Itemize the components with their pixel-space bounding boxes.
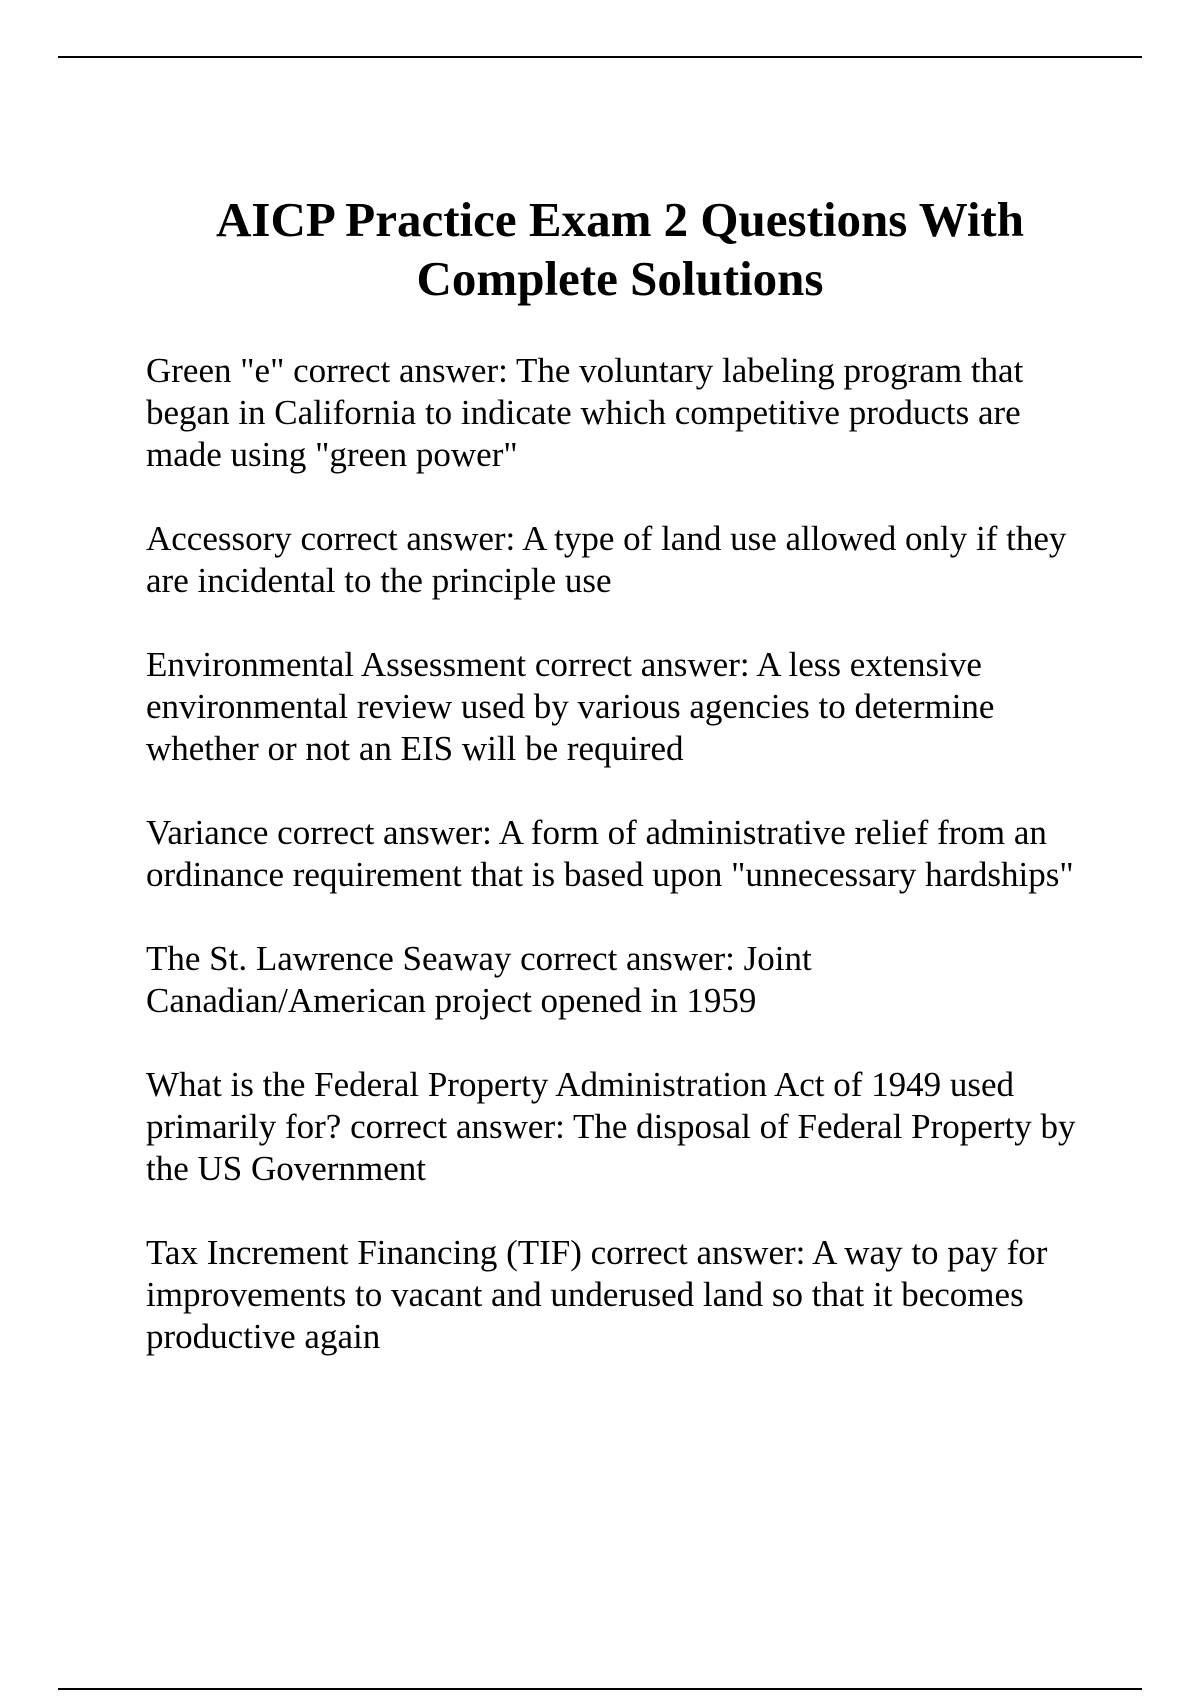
qa-item: Tax Increment Financing (TIF) correct answer: A way to pay for improvements to vacant and underused land so that it becomes productive again bbox=[146, 1233, 1048, 1356]
qa-item: Accessory correct answer: A type of land use allowed only if they are incidental to the principle use bbox=[146, 519, 1067, 600]
top-divider bbox=[58, 56, 1142, 58]
document-title: AICP Practice Exam 2 Questions With Complete Solutions bbox=[215, 192, 1025, 306]
qa-item: Environmental Assessment correct answer: A less extensive environmental review used by various agencies to determine whether or not an EIS will be required bbox=[146, 645, 995, 768]
qa-item: Green "e" correct answer: The voluntary labeling program that began in California to indicate which competitive products are made using "green power" bbox=[146, 351, 1024, 474]
qa-item: What is the Federal Property Administration Act of 1949 used primarily for? correct answer: The disposal of Federal Property by the US Government bbox=[146, 1065, 1076, 1188]
qa-item: Variance correct answer: A form of administrative relief from an ordinance requirement that is based upon "unnecessary hardships" bbox=[146, 813, 1074, 894]
qa-list bbox=[146, 350, 1096, 1400]
bottom-divider bbox=[58, 1688, 1142, 1690]
qa-item: The St. Lawrence Seaway correct answer: Joint Canadian/American project opened in 1959 bbox=[146, 939, 812, 1020]
